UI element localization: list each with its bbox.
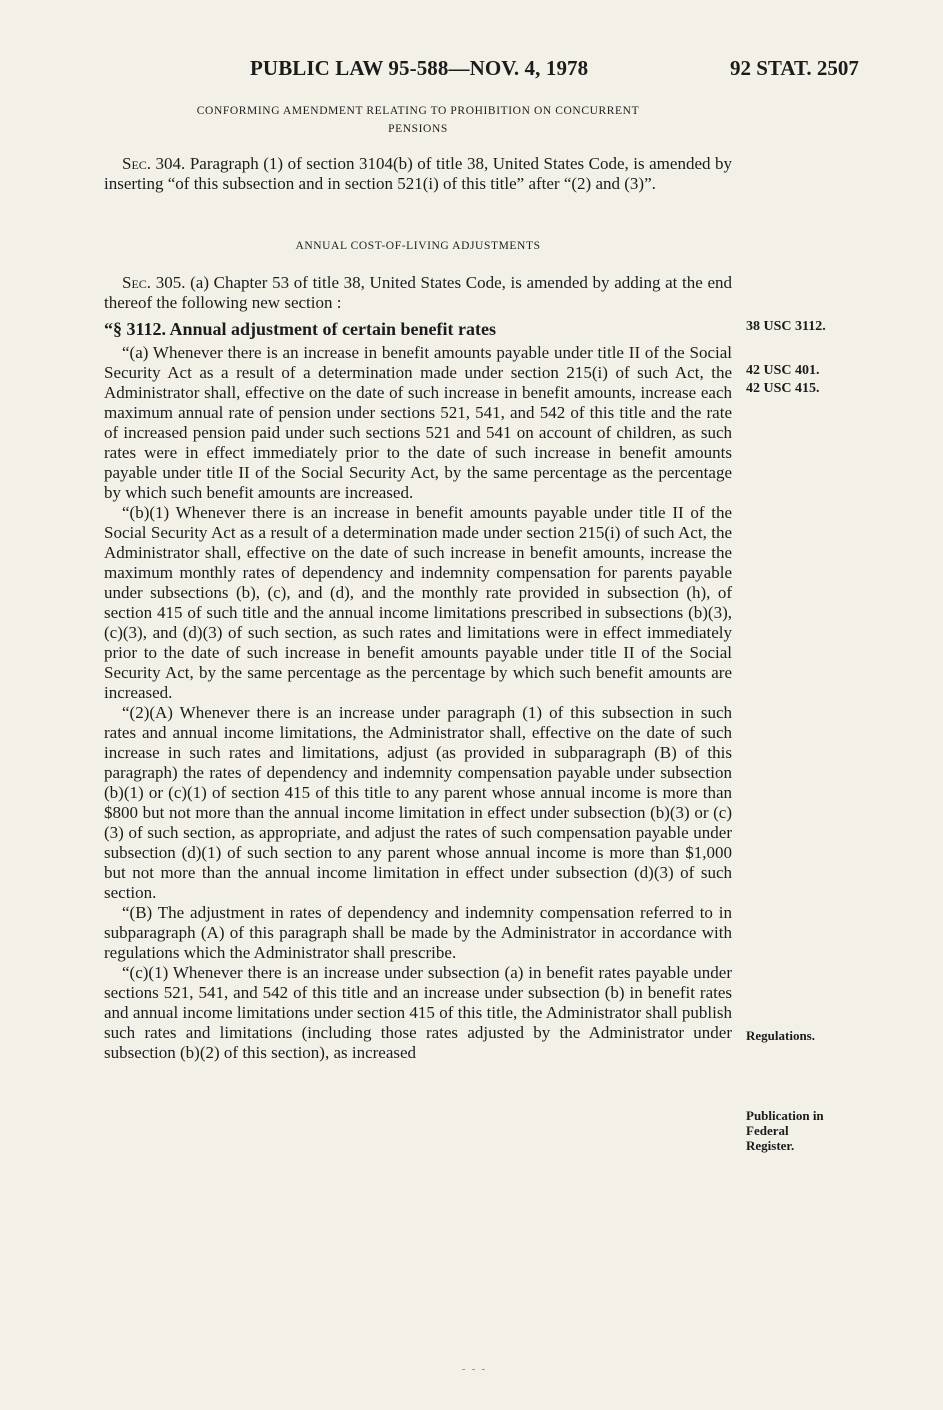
cola-heading: ANNUAL COST-OF-LIVING ADJUSTMENTS [295,240,541,252]
section-305-text: (a) Chapter 53 of title 38, United States Code, is amended by adding at the end thereof the following new section : [104,273,733,312]
margin-note-publication-line3: Register. [746,1138,795,1153]
section-3112-para-b2b: “(B) The adjustment in rates of dependency and indemnity compensation referred to in subparagraph (A) of this paragraph shall be made by the Administrator in accordance with regulations which the Administrator shall prescribe. [104,903,732,962]
margin-note-publication-line1: Publication in [746,1108,824,1123]
section-305-paragraph [104,273,732,313]
section-3112-heading: “§ 3112. Annual adjustment of certain benefit rates [104,319,496,339]
section-3112-para-b1: “(b)(1) Whenever there is an increase in benefit amounts payable under title II of the Social Security Act as a result of a determination made under section 215(i) of such Act, the Administrator shall, effective on the date of such increase in benefit amounts, increase the maximum monthly rates of dependency and indemnity compensation for parents payable under subsections (b), (c), and (d), and the monthly rate provided in subsection (h), of section 415 of such title and the annual income limitations prescribed in subsections (b)(3), (c)(3), and (d)(3) of such section, as such rates and limitations were in effect immediately prior to the date of such increase in benefit amounts payable under title II of the Social Security Act, by the same percentage as the percentage by which such benefit amounts are increased. [104,503,732,702]
conforming-heading-line2: PENSIONS [388,123,448,135]
section-305-label: Sec. 305. [122,273,186,292]
conforming-heading-line1: CONFORMING AMENDMENT RELATING TO PROHIBITION ON CONCURRENT [196,105,640,117]
section-304-text: Paragraph (1) of section 3104(b) of title 38, United States Code, is amended by inserting “of this subsection and in section 521(i) of this title” after “(2) and (3)”. [104,154,733,193]
section-3112-para-c1: “(c)(1) Whenever there is an increase under subsection (a) in benefit rates payable under sections 521, 541, and 542 of this title and an increase under subsection (b) in benefit rates and annual income limitations under section 415 of this title, the Administrator shall publish such rates and limitations (including those rates adjusted by the Administrator under subsection (b)(2) of this section), as increased [104,963,732,1062]
conforming-amendment-block [104,102,732,194]
margin-note-publication [746,1108,866,1153]
page-header-stat: 92 STAT. 2507 [730,56,859,80]
page-header-title: PUBLIC LAW 95-588—NOV. 4, 1978 [250,56,589,80]
footer-mark: - - - [462,1364,487,1375]
margin-note-publication-line2: Federal [746,1123,789,1138]
section-3112-para-b2a: “(2)(A) Whenever there is an increase under paragraph (1) of this subsection in such rates and annual income limitations, the Administrator shall, effective on the date of such increase in such rates and limitations, adjust (as provided in subparagraph (B) of this paragraph) the rates of dependency and indemnity compensation payable under subsection (b)(1) or (c)(1) of section 415 of this title to any parent whose annual income is more than $800 but not more than the annual income limitation in effect under subsection (b)(3) or (c)(3) of such section, as appropriate, and adjust the rates of such compensation payable under subsection (d)(1) of such section to any parent whose annual income is more than $1,000 but not more than the annual income limitation in effect under subsection (d)(3) of such section. [104,703,732,902]
margin-note-42-usc-401: 42 USC 401. [746,363,820,378]
section-304-paragraph [104,154,732,194]
cola-block [104,237,732,1063]
section-3112-para-a: “(a) Whenever there is an increase in benefit amounts payable under title II of the Social Security Act as a result of a determination made under section 215(i) of such Act, the Administrator shall, effective on the date of such increase in benefit amounts, increase each maximum annual rate of pension under sections 521, 541, and 542 of this title and the rate of increased pension paid under such sections 521 and 541 on account of children, as such rates were in effect immediately prior to the date of such increase in benefit amounts payable under title II of the Social Security Act, by the same percentage as the percentage by which such benefit amounts are increased. [104,343,732,502]
conforming-heading [104,102,732,138]
margin-note-regulations: Regulations. [746,1028,815,1043]
section-304-label: Sec. 304. [122,154,186,173]
margin-note-42-usc-415: 42 USC 415. [746,381,820,396]
margin-note-38-usc-3112: 38 USC 3112. [746,319,826,334]
